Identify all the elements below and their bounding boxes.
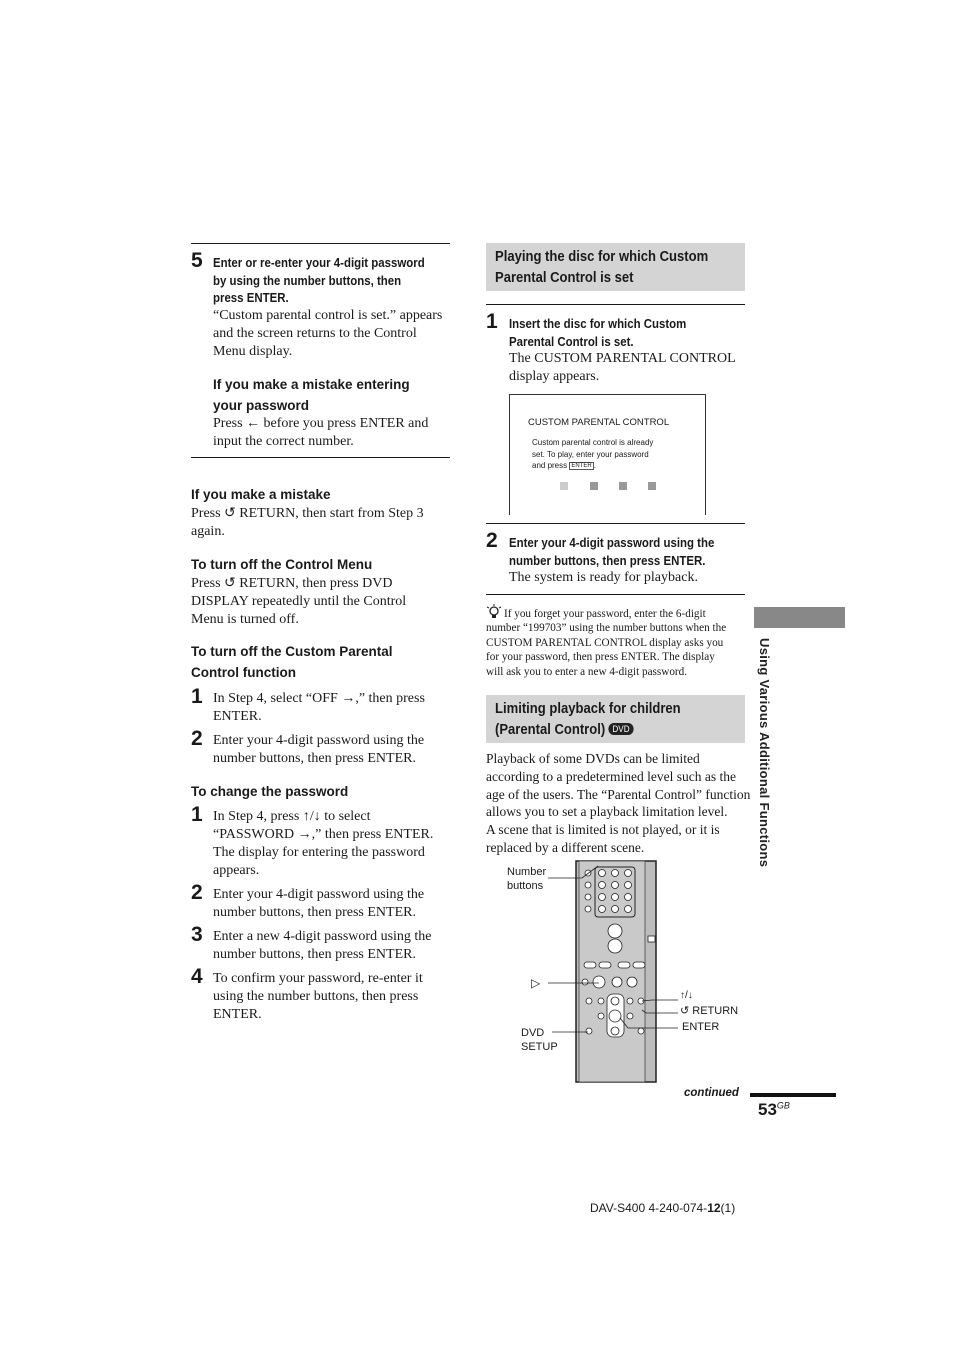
turn-off-menu-body: Press ↺ RETURN, then press DVD DISPLAY repeatedly until the Control Menu is turned off.: [191, 576, 407, 627]
section-rule: [486, 304, 745, 305]
enter-label: ENTER: [682, 1021, 720, 1033]
step-number: 1: [191, 803, 203, 826]
turn-off-menu-title: To turn off the Control Menu: [191, 557, 373, 572]
step1-heading: Insert the disc for which Custom Parental Control is set.: [509, 316, 687, 349]
limiting-section-header: Limiting playback for children (Parental Control) DVD: [486, 695, 745, 743]
dvd-badge: DVD: [609, 723, 633, 735]
password-digit-slot: [560, 482, 568, 490]
step-text: In Step 4, press ↑/↓ to select “PASSWORD →,” then press ENTER. The display for entering the password appears.: [213, 809, 434, 878]
dvd-setup-label: DVD SETUP: [521, 1027, 558, 1053]
step2-heading: Enter your 4-digit password using the number buttons, then press ENTER.: [509, 535, 715, 568]
enter-key: ENTER: [571, 463, 592, 469]
page-number: $53^{GB}$: [758, 1100, 790, 1119]
limiting-body: Playback of some DVDs can be limited according to a predetermined level such as the age of the users. The “Parental Control” function allows you to set a playback limitation level. A scene that is limited is not played, or it is replaced by a different scene.: [486, 751, 751, 855]
mistake-entering-title: If you make a mistake entering your password: [213, 377, 410, 413]
step-number: 1: [486, 310, 498, 333]
continued-bar: [750, 1093, 836, 1097]
step5-body: “Custom parental control is set.” appears and the screen returns to the Control Menu display.: [213, 308, 443, 359]
model-code: DAV-S400 4-240-074-12(1): [590, 1201, 736, 1215]
custom-parental-control-screen: [509, 394, 706, 515]
step-text: Enter your 4-digit password using the number buttons, then press ENTER.: [213, 887, 425, 920]
step5-heading: Enter or re-enter your 4-digit password by using the number buttons, then press ENTER.: [213, 255, 425, 305]
side-tab-label: Using Various Additional Functions: [757, 638, 772, 868]
password-digit-slot: [648, 482, 656, 490]
screen-message: Custom parental control is already set. To play, enter your password and press ENTER .: [532, 438, 654, 470]
step-text: Enter your 4-digit password using the number buttons, then press ENTER.: [213, 733, 425, 766]
password-digit-slot: [590, 482, 598, 490]
mistake-body: Press ↺ RETURN, then start from Step 3 again.: [191, 506, 424, 539]
number-buttons-label: Number buttons: [507, 866, 547, 892]
mistake-title: If you make a mistake: [191, 487, 331, 502]
step-text: In Step 4, select “OFF →,” then press ENTER.: [213, 691, 425, 724]
step-number: 2: [191, 881, 203, 904]
section-rule: [191, 457, 450, 458]
screen-title: CUSTOM PARENTAL CONTROL: [528, 417, 670, 428]
step2-body: The system is ready for playback.: [509, 570, 698, 585]
step-number: 5: [191, 249, 203, 272]
step1-body: The CUSTOM PARENTAL CONTROL display appears.: [509, 351, 736, 384]
step-number: 2: [486, 529, 498, 552]
step-number: 1: [191, 685, 203, 708]
turn-off-custom-title: To turn off the Custom Parental Control function: [191, 644, 393, 680]
step-text: To confirm your password, re-enter it using the number buttons, then press ENTER.: [213, 971, 423, 1022]
playing-section-header: Playing the disc for which Custom Parental Control is set: [486, 243, 745, 291]
change-password-title: To change the password: [191, 784, 349, 799]
continued-label: continued: [684, 1087, 739, 1099]
section-rule: [486, 594, 745, 595]
up-down-label: ↑/↓: [680, 990, 693, 1001]
tip-text: If you forget your password, enter the 6-digit number “199703” using the number buttons when the CUSTOM PARENTAL CONTROL display asks you for your password, then press ENTER. The display will ask you to enter a new 4-digit password.: [486, 608, 727, 678]
top-rule: [191, 243, 450, 244]
step-text: Enter a new 4-digit password using the number buttons, then press ENTER.: [213, 929, 432, 962]
password-digit-slot: [619, 482, 627, 490]
side-tab-marker: [754, 607, 845, 628]
step-number: 3: [191, 923, 203, 946]
section-rule: [486, 523, 745, 524]
step-number: 2: [191, 727, 203, 750]
mistake-entering-body: Press ← before you press ENTER and input the correct number.: [213, 416, 429, 449]
step-number: 4: [191, 965, 203, 988]
return-label: ↺ RETURN: [680, 1005, 739, 1017]
play-icon: ▷: [531, 976, 541, 990]
